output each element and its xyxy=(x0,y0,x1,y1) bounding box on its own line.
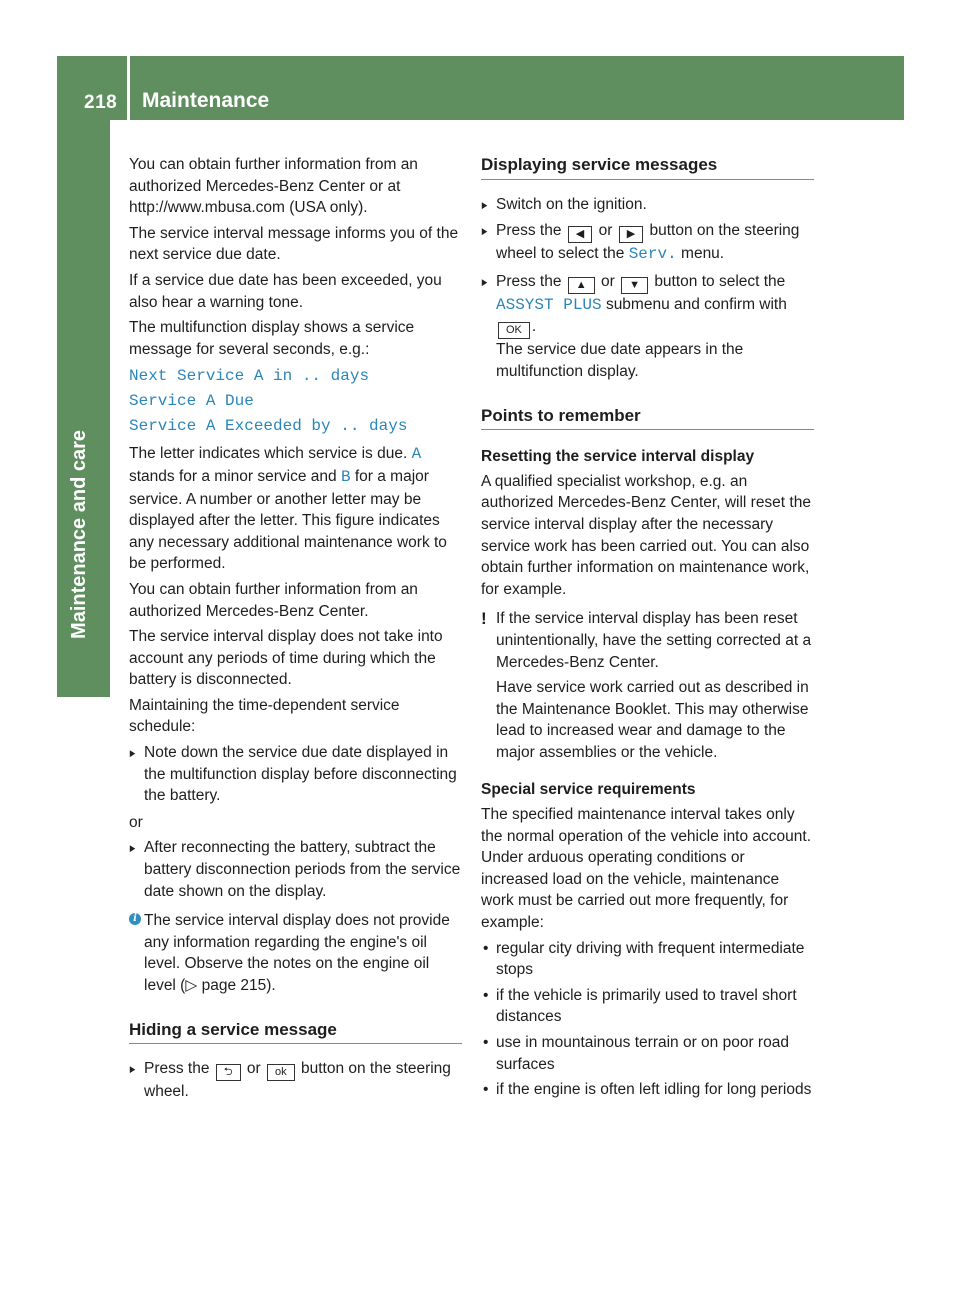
display-line: Next Service A in .. days xyxy=(129,367,370,386)
list-item: • if the vehicle is primarily used to travel short distances xyxy=(481,985,814,1028)
instruction-step: ▶ After reconnecting the battery, subtract the battery disconnection periods from the service date shown on the display. xyxy=(129,837,462,902)
paragraph: If the service interval display has been reset unintentionally, have the setting corrected at a Mercedes-Benz Center. xyxy=(496,610,812,671)
ok-key-icon: OK xyxy=(498,322,530,339)
paragraph: You can obtain further information from an authorized Mercedes-Benz Center. xyxy=(129,580,418,620)
list-item: • if the engine is often left idling for long periods xyxy=(481,1079,814,1101)
text: button to select the xyxy=(654,272,786,290)
page-title: Maintenance xyxy=(142,89,270,112)
instruction-step xyxy=(481,271,814,383)
info-note xyxy=(129,910,462,996)
paragraph: Have service work carried out as described in the Maintenance Booklet. This may otherwise lead to increased wear and damage to the major assemblies or the vehicle. xyxy=(496,679,809,761)
paragraph: You can obtain further information from an authorized Mercedes-Benz Center or at http://www.mbusa.com (USA only). xyxy=(129,156,418,217)
page-number: 218 xyxy=(84,92,118,113)
left-arrow-key-icon: ◀ xyxy=(568,226,592,243)
display-examples xyxy=(129,364,462,439)
ok-key-icon: ok xyxy=(267,1064,295,1081)
back-key-icon: ⮌ xyxy=(216,1064,241,1081)
instruction-step: ▶ Switch on the ignition. xyxy=(481,194,814,216)
paragraph xyxy=(129,443,462,575)
sub-heading: Special service requirements xyxy=(481,781,696,799)
right-arrow-key-icon: ▶ xyxy=(619,226,643,243)
warning-note xyxy=(481,608,814,763)
menu-code: Serv. xyxy=(628,245,677,264)
right-column xyxy=(481,154,814,1105)
sidebar-label: Maintenance and care xyxy=(68,430,90,639)
section-sidebar xyxy=(57,120,110,697)
text: Press the xyxy=(144,1060,210,1078)
section-heading: Points to remember xyxy=(481,405,814,431)
paragraph: The service interval message informs you of the next service due date. xyxy=(129,224,459,264)
text: submenu and confirm with xyxy=(605,295,787,313)
left-column xyxy=(129,154,462,1108)
header-separator xyxy=(127,56,130,120)
warning-icon: ! xyxy=(481,609,487,629)
section-heading: Displaying service messages xyxy=(481,154,814,180)
text: button on the steering wheel. xyxy=(144,1060,451,1101)
page-header xyxy=(57,56,904,120)
list-item: • regular city driving with frequent intermediate stops xyxy=(481,938,814,981)
paragraph: The multifunction display shows a service message for several seconds, e.g.: xyxy=(129,319,415,358)
text: or xyxy=(598,222,613,240)
section-heading: Hiding a service message xyxy=(129,1019,462,1045)
text: Press the xyxy=(496,272,562,290)
text: Press the xyxy=(496,222,562,240)
text: menu. xyxy=(681,245,725,263)
text: or xyxy=(601,272,615,290)
list-item: • use in mountainous terrain or on poor road surfaces xyxy=(481,1032,814,1075)
text: button on the steering wheel to select the xyxy=(496,222,800,263)
instruction-step xyxy=(481,220,814,266)
code-letter-a: A xyxy=(411,445,422,464)
paragraph: Maintaining the time-dependent service schedule: xyxy=(129,696,400,736)
text: page 215). xyxy=(197,977,276,994)
up-arrow-key-icon: ▲ xyxy=(568,277,595,294)
instruction-step xyxy=(129,1058,462,1103)
code-letter-b: B xyxy=(340,467,351,486)
menu-code: ASSYST PLUS xyxy=(496,295,602,314)
paragraph: If a service due date has been exceeded, you also hear a warning tone. xyxy=(129,271,442,311)
text: . xyxy=(531,318,537,336)
display-line: Service A Exceeded by .. days xyxy=(129,417,408,436)
text: The letter indicates which service is due. xyxy=(129,445,408,463)
paragraph: The service interval display does not take into account any periods of time during which the battery is disconnected. xyxy=(129,628,443,689)
info-icon: i xyxy=(129,913,141,925)
paragraph: A qualified specialist workshop, e.g. an authorized Mercedes-Benz Center, will reset the service interval display after the necessary service work has been carried out. You can also obtain further information on maintenance work, for example. xyxy=(481,472,811,598)
text: stands for a minor service and xyxy=(129,467,337,485)
text: for a major service. A number or another letter may be displayed after the letter. This figure indicates any necessary additional maintenance work to be performed. xyxy=(129,467,447,573)
down-arrow-key-icon: ▼ xyxy=(621,277,648,294)
instruction-step: ▶ Note down the service due date displayed in the multifunction display before disconnecting the battery. xyxy=(129,742,462,807)
or-text: or xyxy=(129,813,143,831)
display-line: Service A Due xyxy=(129,392,254,411)
text: or xyxy=(246,1060,261,1078)
paragraph: The specified maintenance interval takes only the normal operation of the vehicle into account. Under arduous operating conditions or increased load on the vehicle, maintenance work must be carried out more frequently, for example: xyxy=(481,806,812,932)
text: The service interval display does not provide any information regarding the engine's oil level. Observe the notes on the engine oil level ( xyxy=(144,912,450,994)
sub-heading: Resetting the service interval display xyxy=(481,448,755,466)
page-ref-arrow-icon: ▷ xyxy=(185,977,198,994)
step-result: The service due date appears in the multifunction display. xyxy=(496,341,744,380)
